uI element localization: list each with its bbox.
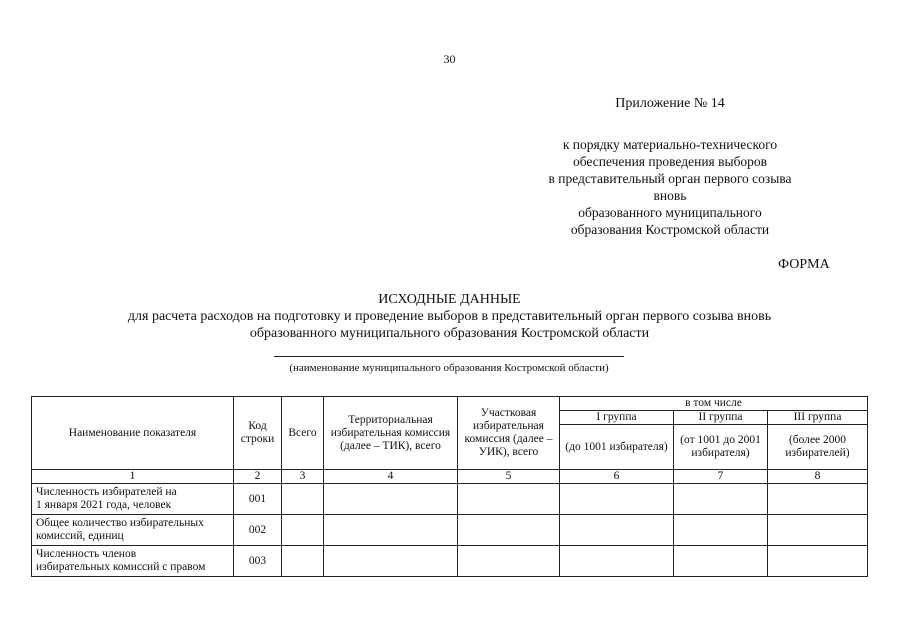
municipality-caption: (наименование муниципального образования Костромской области) bbox=[289, 362, 609, 374]
document-heading bbox=[0, 291, 899, 342]
appendix-line: в представительный орган первого созыва вновь bbox=[548, 171, 792, 203]
value-cell-tik[interactable] bbox=[324, 546, 458, 577]
value-cell-uik[interactable] bbox=[458, 546, 560, 577]
value-cell-group-1[interactable] bbox=[560, 546, 674, 577]
header-code: Код строки bbox=[234, 397, 282, 470]
municipality-name-line bbox=[274, 356, 624, 357]
column-number: 1 bbox=[32, 470, 234, 484]
value-cell-group-2[interactable] bbox=[674, 546, 768, 577]
value-cell-group-1[interactable] bbox=[560, 515, 674, 546]
row-name-line: Численность членов bbox=[36, 548, 137, 560]
row-name bbox=[32, 546, 234, 577]
document-subtitle-line: образованного муниципального образования Костромской области bbox=[249, 326, 650, 341]
value-cell-total[interactable] bbox=[282, 484, 324, 515]
form-label: ФОРМА bbox=[778, 257, 830, 272]
header-group-1-desc: (до 1001 избирателя) bbox=[560, 425, 674, 470]
value-cell-group-2[interactable] bbox=[674, 484, 768, 515]
value-cell-tik[interactable] bbox=[324, 484, 458, 515]
row-name-line: Численность избирателей на bbox=[36, 486, 177, 498]
row-name-line: избирательных комиссий с правом bbox=[36, 561, 206, 573]
column-number: 5 bbox=[458, 470, 560, 484]
header-tik: Территориальная избирательная комиссия (далее – ТИК), всего bbox=[324, 397, 458, 470]
row-code: 002 bbox=[234, 515, 282, 546]
page-number: 30 bbox=[443, 52, 456, 66]
header-group-2: II группа bbox=[674, 411, 768, 425]
header-uik: Участковая избирательная комиссия (далее – УИК), всего bbox=[458, 397, 560, 470]
row-name-line: комиссий, единиц bbox=[36, 530, 124, 542]
table-row bbox=[32, 515, 868, 546]
document-subtitle-line: для расчета расходов на подготовку и проведение выборов в представительный орган первого созыва вновь bbox=[127, 309, 772, 324]
row-code: 003 bbox=[234, 546, 282, 577]
table-row bbox=[32, 546, 868, 577]
value-cell-total[interactable] bbox=[282, 515, 324, 546]
appendix-block bbox=[540, 96, 800, 238]
source-data-table bbox=[31, 396, 868, 577]
appendix-line: образования Костромской области bbox=[570, 222, 770, 237]
value-cell-tik[interactable] bbox=[324, 515, 458, 546]
header-group-3-desc: (более 2000 избирателей) bbox=[768, 425, 868, 470]
column-number: 3 bbox=[282, 470, 324, 484]
document-title: ИСХОДНЫЕ ДАННЫЕ bbox=[378, 292, 521, 307]
row-name-line: 1 января 2021 года, человек bbox=[36, 499, 172, 511]
appendix-title: Приложение № 14 bbox=[615, 96, 725, 111]
header-name: Наименование показателя bbox=[32, 397, 234, 470]
column-number: 8 bbox=[768, 470, 868, 484]
appendix-line: обеспечения проведения выборов bbox=[572, 154, 768, 169]
row-name bbox=[32, 515, 234, 546]
value-cell-group-1[interactable] bbox=[560, 484, 674, 515]
value-cell-group-3[interactable] bbox=[768, 484, 868, 515]
row-name-line: Общее количество избирательных bbox=[36, 517, 204, 529]
appendix-line: к порядку материально-технического bbox=[562, 137, 778, 152]
header-group-2-desc: (от 1001 до 2001 избирателя) bbox=[674, 425, 768, 470]
header-group-1: I группа bbox=[560, 411, 674, 425]
value-cell-uik[interactable] bbox=[458, 484, 560, 515]
value-cell-group-3[interactable] bbox=[768, 546, 868, 577]
header-including: в том числе bbox=[560, 397, 868, 411]
column-number: 4 bbox=[324, 470, 458, 484]
value-cell-group-2[interactable] bbox=[674, 515, 768, 546]
row-code: 001 bbox=[234, 484, 282, 515]
column-number: 6 bbox=[560, 470, 674, 484]
value-cell-group-3[interactable] bbox=[768, 515, 868, 546]
value-cell-total[interactable] bbox=[282, 546, 324, 577]
column-number: 7 bbox=[674, 470, 768, 484]
row-name bbox=[32, 484, 234, 515]
value-cell-uik[interactable] bbox=[458, 515, 560, 546]
header-total: Всего bbox=[282, 397, 324, 470]
appendix-line: образованного муниципального bbox=[578, 205, 762, 220]
header-group-3: III группа bbox=[768, 411, 868, 425]
table-row bbox=[32, 484, 868, 515]
column-number: 2 bbox=[234, 470, 282, 484]
